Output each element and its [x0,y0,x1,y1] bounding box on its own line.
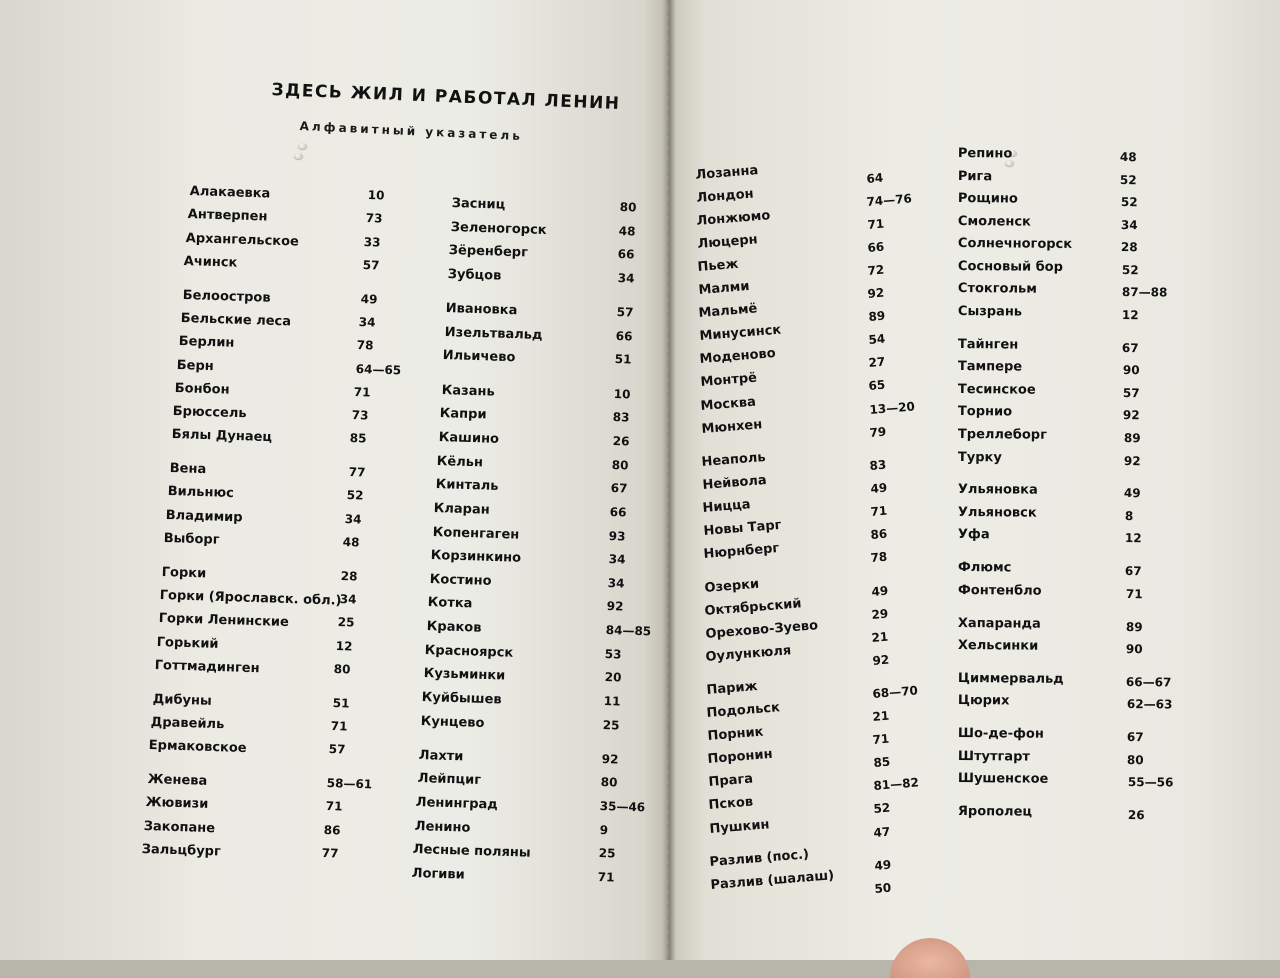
index-entry-page: 64 [866,170,884,186]
index-entry-page: 26 [1127,808,1145,823]
index-entry-name: Тесинское [957,381,1036,398]
index-entry-name: Кёльн [436,453,484,471]
index-entry-page: 71 [866,216,885,233]
index-entry-page: 29 [870,606,889,622]
index-entry-name: Закопане [143,818,216,836]
index-entry-page: 92 [1123,453,1141,468]
index-entry-page: 65 [868,378,887,394]
index-entry-name: Красноярск [424,642,514,661]
index-entry-name: Белоостров [182,287,271,306]
index-entry-page: 49 [1124,486,1141,501]
index-entry-page: 52 [1120,172,1137,187]
index-entry-name: Лесные поляны [412,842,532,862]
index-entry-page: 66 [609,504,627,520]
index-entry-page: 57 [328,742,346,757]
index-entry-page: 34 [339,592,357,607]
index-entry-name: Зеленогорск [450,219,547,238]
index-entry-page: 71 [353,384,371,400]
index-entry-page: 71 [330,719,348,734]
index-entry-name: Рощино [957,191,1018,207]
index-entry-page: 52 [873,801,891,817]
page-subtitle: Алфавитный указатель [299,119,524,144]
index-entry-name: Кларан [433,500,491,518]
index-entry-page: 67 [1126,730,1144,745]
index-entry-page: 64—65 [355,361,401,377]
index-entry-page: 53 [604,646,623,662]
index-entry-name: Лондон [695,186,754,207]
index-entry-name: Солнечногорск [957,236,1073,253]
index-entry-name: Готтмадинген [154,657,260,677]
index-entry-name: Засниц [451,196,506,213]
index-entry-name: Казань [441,382,495,400]
index-entry-page: 67 [1125,564,1142,579]
index-entry-page: 80 [333,661,352,677]
index-entry-page: 51 [614,352,632,367]
index-entry-page: 86 [323,822,341,838]
index-entry-page: 89 [867,308,886,325]
index-entry-name: Бонбон [174,380,231,398]
index-entry-page: 21 [871,629,889,645]
punch-hole-icon [294,153,303,159]
index-entry-page: 48 [342,535,360,550]
index-entry-page: 78 [356,338,375,353]
index-entry-name: Ярополец [957,804,1033,820]
index-entry-page: 80 [600,775,618,790]
index-entry-page: 93 [608,528,627,544]
index-entry-name: Ульяновск [957,504,1037,521]
index-entry-page: 92 [1123,408,1141,423]
index-entry-name: Фонтенбло [957,582,1042,599]
index-entry-name: Вильнюс [167,484,234,502]
index-entry-page: 67 [610,481,628,496]
index-entry-page: 34 [1120,217,1138,232]
index-entry-name: Разлив (пос.) [709,847,811,870]
index-entry-page: 84—85 [605,623,652,639]
index-entry-name: Ульяновка [957,482,1038,499]
index-entry-name: Ачинск [183,253,239,271]
binding-stitch [667,0,669,960]
index-entry-name: Зальцбург [141,842,222,860]
index-entry-name: Котка [427,595,473,612]
index-entry-page: 83 [869,457,888,473]
index-entry-name: Нюрнберг [703,541,781,563]
index-entry-name: Люцерн [696,232,758,253]
index-entry-name: Штутгарт [957,748,1031,765]
index-entry-page: 13—20 [868,398,916,417]
index-entry-page: 77 [348,465,366,480]
index-entry-name: Бельские леса [180,310,291,330]
index-entry-name: Репино [957,146,1013,162]
index-entry-page: 27 [868,355,886,371]
index-entry-name: Алакаевка [189,184,271,202]
index-entry-name: Прага [707,771,754,791]
index-entry-page: 80 [1127,752,1145,767]
index-entry-page: 47 [873,824,892,840]
index-entry-page: 49 [873,857,892,873]
index-entry-name: Орехово-Зуево [704,617,819,642]
index-entry-page: 52 [346,488,364,503]
index-entry-name: Ермаковское [148,738,248,757]
index-entry-name: Вена [169,461,207,478]
index-entry-name: Кузьминки [423,666,506,684]
index-entry-page: 57 [1122,385,1140,401]
index-entry-page: 89 [1123,431,1141,446]
index-entry-name: Кинталь [435,477,499,495]
index-entry-name: Бялы Дунаец [171,427,272,446]
index-entry-name: Берлин [178,334,235,351]
index-entry-name: Ленино [414,818,471,836]
index-entry-name: Неаполь [701,449,767,470]
index-entry-page: 66—67 [1126,674,1172,690]
index-entry-page: 33 [364,234,382,250]
index-entry-name: Октябрьский [704,596,803,619]
index-entry-name: Логиви [411,866,465,883]
index-entry-page: 74—76 [866,191,913,210]
index-entry-page: 49 [870,583,889,599]
index-entry-page: 73 [365,211,383,226]
index-entry-page: 80 [619,200,637,215]
index-entry-name: Уфа [957,527,990,543]
index-entry-page: 62—63 [1126,697,1173,712]
index-entry-page: 81—82 [872,775,920,794]
index-entry-name: Кунцево [420,713,485,731]
index-entry-page: 25 [598,846,616,861]
index-entry-page: 73 [351,408,369,423]
index-entry-name: Циммервальд [957,670,1064,687]
index-entry-name: Женева [147,772,208,789]
index-entry-page: 90 [1126,642,1143,657]
index-entry-page: 90 [1122,363,1140,378]
index-entry-page: 28 [341,568,359,584]
index-entry-page: 92 [601,751,619,767]
index-entry-name: Лейпциг [417,771,482,789]
index-entry-page: 67 [1122,340,1140,355]
index-entry-page: 58—61 [326,776,373,792]
index-entry-name: Берн [176,357,215,374]
index-entry-name: Пьеж [697,256,739,276]
index-entry-name: Моденово [699,346,777,368]
index-entry-name: Стокгольм [957,281,1037,298]
index-entry-page: 34 [344,511,362,527]
index-entry-name: Цюрих [957,693,1010,709]
index-entry-page: 77 [321,846,339,861]
index-entry-name: Владимир [165,507,243,526]
index-entry-name: Турку [957,449,1002,465]
index-entry-name: Горки Ленинские [158,611,289,631]
index-entry-page: 66 [615,328,633,344]
index-entry-page: 57 [362,257,380,273]
index-entry-page: 80 [611,457,629,473]
index-entry-page: 49 [360,291,378,307]
index-entry-page: 48 [618,223,636,239]
index-entry-name: Ленинград [415,795,499,813]
index-entry-name: Сосновый бор [957,258,1064,275]
index-entry-page: 79 [869,424,887,440]
index-entry-page: 12 [335,638,353,654]
index-entry-name: Треллеборг [957,427,1047,443]
index-entry-name: Жювизи [145,795,209,813]
index-entry-name: Сызрань [957,304,1023,320]
index-entry-name: Новы Тарг [702,518,782,540]
book-gutter [662,0,676,960]
index-entry-name: Смоленск [957,213,1031,230]
index-entry-page: 52 [1120,195,1138,210]
index-entry-name: Лозанна [695,163,759,183]
index-entry-name: Ильичево [442,348,516,366]
index-entry-name: Зубцов [447,266,502,284]
index-entry-page: 48 [1119,150,1137,165]
index-entry-page: 25 [337,615,355,630]
index-entry-page: 54 [867,332,886,348]
index-entry-page: 92 [606,599,624,614]
index-entry-page: 34 [358,314,376,330]
index-entry-name: Разлив (шалаш) [710,868,835,893]
index-entry-page: 71 [597,870,615,885]
index-entry-page: 12 [1122,308,1139,323]
index-entry-name: Ницца [702,497,752,517]
index-entry-page: 52 [1121,262,1139,278]
index-entry-name: Монтрё [699,371,758,391]
index-entry-name: Дибуны [152,691,213,709]
index-entry-page: 85 [349,431,367,446]
index-entry-page: 87—88 [1121,285,1168,300]
index-entry-name: Нейвола [701,473,767,494]
punch-hole-icon [298,143,307,149]
index-entry-name: Антверпен [187,207,268,225]
index-entry-name: Мюнхен [700,416,763,437]
index-entry-name: Брюссель [172,404,248,422]
index-entry-name: Ивановка [445,301,518,319]
index-entry-page: 86 [870,526,888,543]
index-entry-page: 34 [617,270,635,286]
index-entry-name: Лахти [418,747,464,765]
index-entry-name: Озерки [703,576,760,596]
index-entry-page: 78 [870,549,889,566]
index-entry-page: 71 [325,799,343,814]
index-entry-page: 12 [1124,531,1142,546]
index-entry-name: Горки (Ярославск. обл.) [159,588,343,609]
index-entry-name: Шушенское [957,771,1049,788]
index-entry-name: Копенгаген [432,524,520,543]
index-entry-name: Минусинск [698,322,782,345]
index-entry-name: Изельтвальд [444,324,543,343]
index-entry-page: 83 [613,410,631,425]
index-entry-page: 25 [602,717,620,733]
index-entry-name: Рига [957,168,993,184]
index-entry-page: 92 [871,652,890,668]
index-entry-page: 34 [608,552,626,567]
index-entry-name: Оулункюля [705,643,793,665]
index-entry-name: Зёренберг [448,243,529,261]
index-entry-name: Париж [705,679,758,699]
index-entry-name: Хельсинки [957,638,1039,654]
index-entry-name: Псков [708,794,755,814]
index-entry-name: Тайнген [957,336,1019,353]
index-entry-name: Москва [700,394,757,414]
index-entry-name: Архангельское [185,230,300,250]
index-entry-page: 89 [1125,619,1143,634]
index-entry-page: 10 [367,188,385,203]
index-entry-name: Флюмс [957,560,1012,576]
index-entry-page: 28 [1121,240,1138,255]
index-entry-name: Горький [156,634,219,652]
page-title: ЗДЕСЬ ЖИЛ И РАБОТАЛ ЛЕНИН [271,80,621,114]
index-entry-page: 20 [604,670,622,685]
index-entry-page: 34 [607,575,625,591]
index-entry-page: 66 [866,239,885,256]
index-entry-name: Горки [161,564,207,582]
index-entry-page: 50 [874,880,892,896]
index-entry-page: 51 [332,695,350,711]
index-entry-name: Дравейль [150,715,225,733]
index-entry-name: Капри [439,406,487,423]
index-entry-page: 49 [869,480,888,497]
index-entry-name: Тампере [957,359,1023,375]
index-entry-name: Куйбышев [421,689,503,708]
index-entry-page: 71 [869,503,888,520]
index-entry-name: Хапаранда [957,615,1041,632]
index-entry-page: 72 [867,262,885,279]
index-entry-name: Шо-де-фон [957,726,1044,742]
index-entry-name: Пушкин [708,816,771,837]
index-entry-name: Малми [697,279,750,299]
index-entry-name: Мальмё [698,301,758,322]
index-entry-name: Торнио [957,404,1013,420]
index-entry-page: 66 [617,247,636,262]
index-entry-name: Выборг [163,531,220,548]
index-entry-name: Кашино [438,429,499,447]
index-entry-page: 57 [616,305,634,320]
index-entry-name: Корзинкино [430,548,522,566]
index-entry-page: 10 [613,386,631,402]
index-entry-page: 35—46 [599,799,646,815]
index-entry-page: 71 [1125,586,1143,601]
index-entry-page: 21 [872,708,890,725]
index-entry-name: Поронин [707,747,774,768]
index-entry-page: 92 [867,285,886,302]
index-entry-page: 85 [872,755,891,771]
index-entry-page: 8 [1124,508,1133,523]
index-entry-page: 68—70 [871,683,919,702]
index-entry-name: Краков [426,619,482,636]
index-entry-name: Костино [429,571,492,589]
index-entry-name: Порник [706,724,764,745]
index-entry-name: Подольск [706,700,781,722]
index-entry-page: 11 [603,693,621,709]
index-entry-page: 26 [612,433,630,449]
index-entry-name: Лонжюмо [696,208,771,230]
index-entry-page: 71 [872,732,891,748]
index-entry-page: 55—56 [1127,775,1174,790]
index-entry-page: 9 [599,822,608,837]
